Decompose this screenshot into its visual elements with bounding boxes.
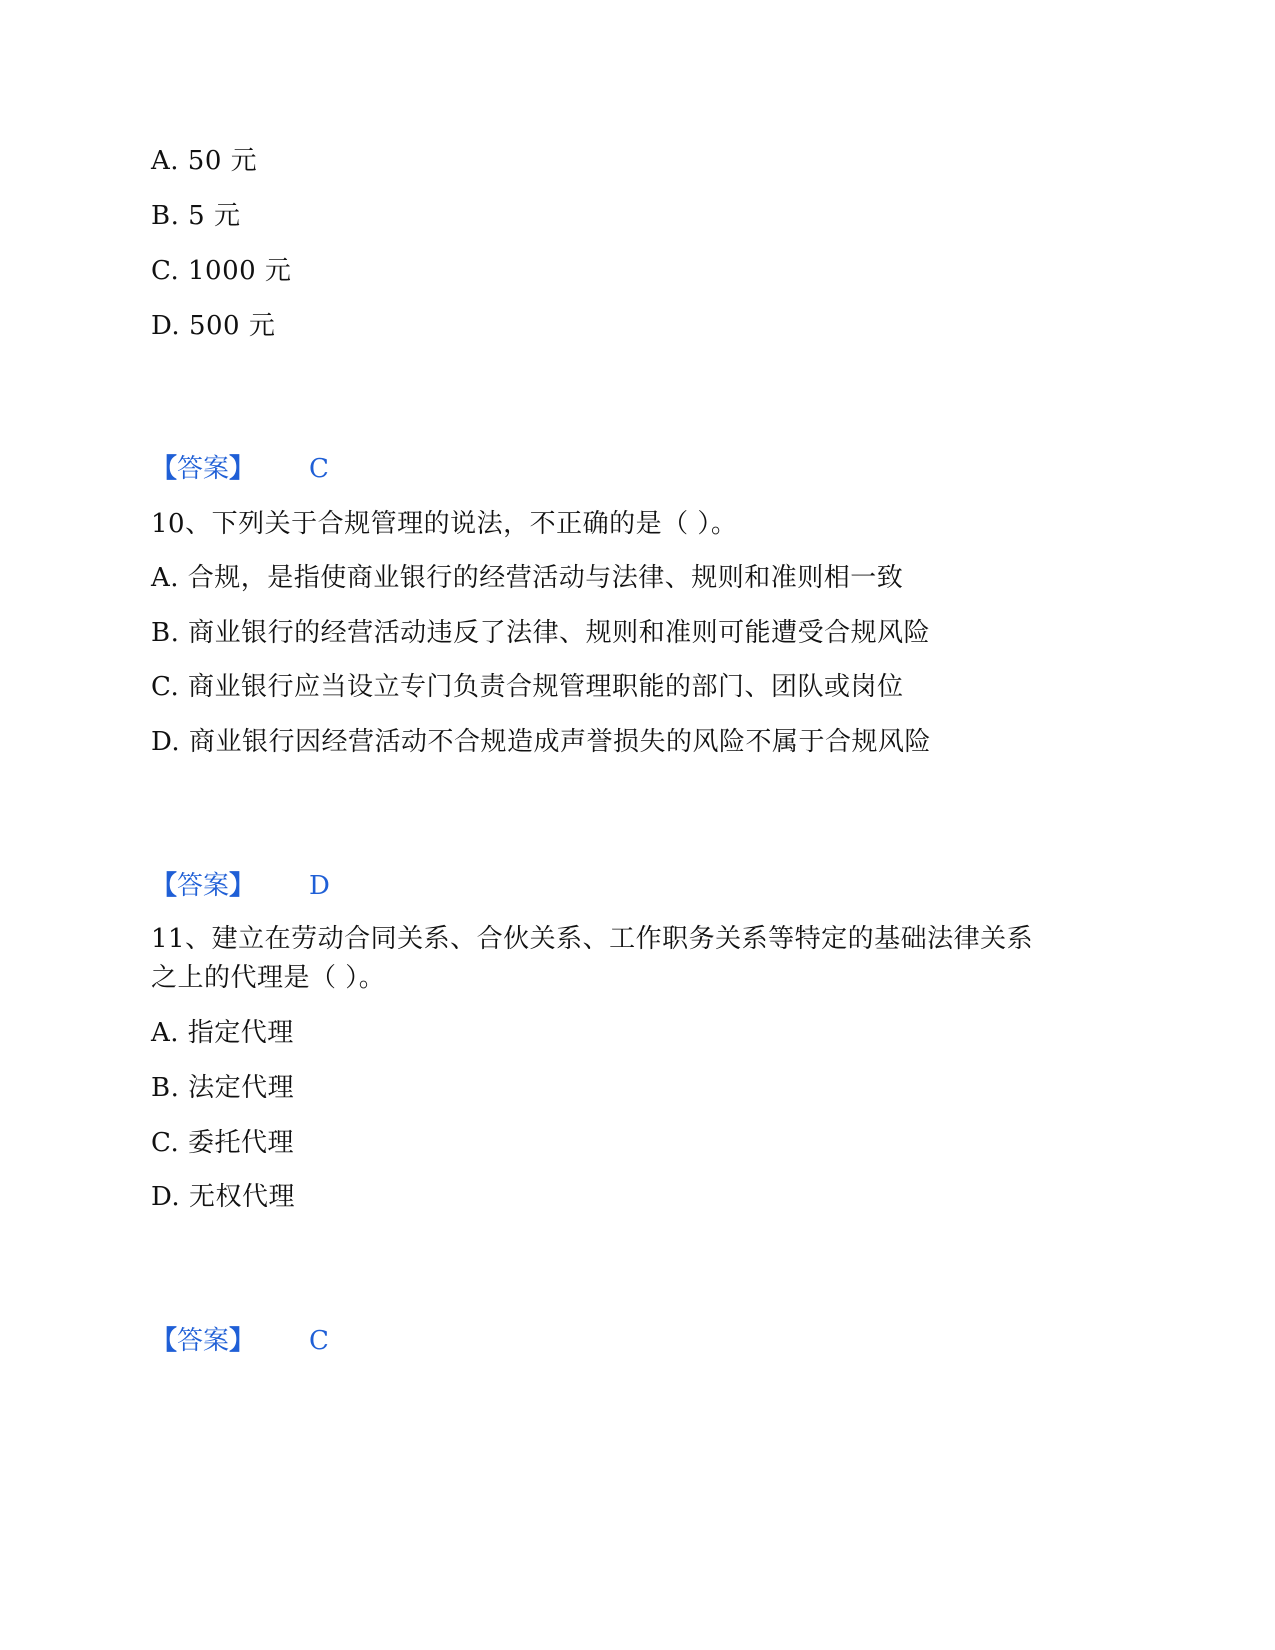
answer-value: C — [309, 454, 329, 484]
q10-option-d: D. 商业银行因经营活动不合规造成声誉损失的风险不属于合规风险 — [151, 727, 931, 757]
q11-option-d: D. 无权代理 — [151, 1182, 295, 1212]
q9-option-a: A. 50 元 — [151, 146, 258, 176]
answer-bracket-close: 】 — [229, 454, 256, 484]
q10-option-b: B. 商业银行的经营活动违反了法律、规则和准则可能遭受合规风险 — [151, 618, 931, 648]
answer-label: 答案 — [177, 871, 230, 901]
answer-bracket-close: 】 — [229, 871, 256, 901]
answer-bracket-open: 【 — [151, 871, 178, 901]
answer-bracket-open: 【 — [151, 1326, 178, 1356]
answer-label: 答案 — [177, 1326, 230, 1356]
q11-option-b: B. 法定代理 — [151, 1073, 295, 1103]
q11-stem-line1: 11、建立在劳动合同关系、合伙关系、工作职务关系等特定的基础法律关系 — [151, 924, 1034, 954]
q11-stem-line2: 之上的代理是（ ）。 — [151, 963, 386, 993]
q9-option-c: C. 1000 元 — [151, 256, 292, 286]
answer-bracket-close: 】 — [229, 1326, 256, 1356]
q10-answer — [151, 869, 330, 903]
q9-answer — [151, 452, 329, 486]
answer-value: C — [309, 1326, 329, 1356]
q11-answer — [151, 1324, 329, 1358]
q10-option-a: A. 合规，是指使商业银行的经营活动与法律、规则和准则相一致 — [151, 563, 904, 593]
answer-value: D — [309, 871, 330, 901]
answer-label: 答案 — [177, 454, 230, 484]
q10-stem: 10、下列关于合规管理的说法，不正确的是（ ）。 — [151, 509, 738, 539]
q11-option-c: C. 委托代理 — [151, 1128, 294, 1158]
q10-option-c: C. 商业银行应当设立专门负责合规管理职能的部门、团队或岗位 — [151, 672, 904, 702]
q11-option-a: A. 指定代理 — [151, 1018, 294, 1048]
q9-option-d: D. 500 元 — [151, 311, 276, 341]
answer-bracket-open: 【 — [151, 454, 178, 484]
q9-option-b: B. 5 元 — [151, 201, 241, 231]
